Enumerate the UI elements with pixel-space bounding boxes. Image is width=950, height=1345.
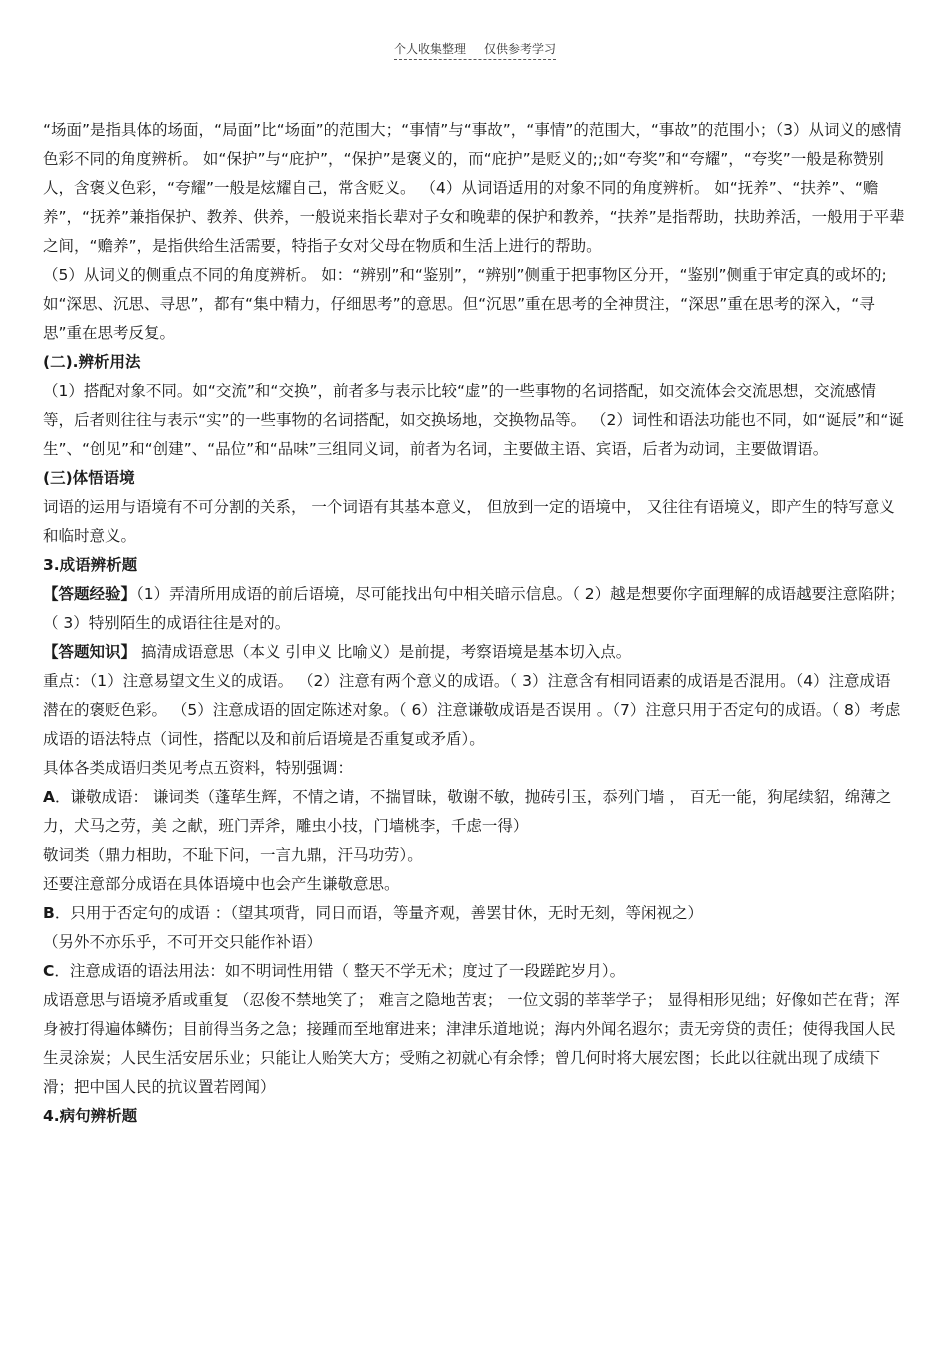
paragraph-item-b-note: （另外不亦乐乎，不可开交只能作补语） <box>43 933 323 951</box>
paragraph-key-points: 重点：（1）注意易望文生义的成语。 （2）注意有两个意义的成语。（ 3）注意含有相同语素的成语是否混用。（4）注意成语潜在的褒贬色彩。 （5）注意成语的固定陈述对象。（ 6）注意谦敬成语是否误用 。（7）注意只用于否定句的成语。（ 8）考虑成语的语法特点（词性，搭配以及和前后语境是否重复或矛盾）。 <box>43 672 901 748</box>
section-heading-idioms: 3.成语辨析题 <box>43 556 138 574</box>
paragraph-item-a <box>43 783 905 841</box>
text-item-b: ．只用于否定句的成语 ：（望其项背，同日而语，等量齐观，善罢甘休，无时无刻，等闲视之） <box>54 904 704 922</box>
text-answer-experience: （1）弄清所用成语的前后语境，尽可能找出句中相关暗示信息。（ 2）越是想要你字面理解的成语越要注意陷阱；（ 3）特别陌生的成语往往是对的。 <box>43 585 905 632</box>
paragraph-honorific-context: 还要注意部分成语在具体语境中也会产生谦敬意思。 <box>43 875 400 893</box>
paragraph-item-b <box>43 899 905 928</box>
section-heading-usage: (二).辨析用法 <box>43 353 141 371</box>
label-item-c: C <box>43 962 55 980</box>
text-item-c: ．注意成语的语法用法：如不明词性用错（ 整天不学无术；度过了一段蹉跎岁月）。 <box>54 962 626 980</box>
text-answer-knowledge: 搞清成语意思（本义 引申义 比喻义）是前提，考察语境是基本切入点。 <box>136 643 632 661</box>
text-item-a: ．谦敬成语： 谦词类（蓬荜生辉，不情之请，不揣冒昧，敬谢不敏，抛砖引玉，忝列门墙 ， 百无一能，狗尾续貂，绵薄之力，犬马之劳，美 之献，班门弄斧，雕虫小技，门墙桃李，千虑一得） <box>43 788 892 835</box>
header-left-text: 个人收集整理 <box>393 42 466 56</box>
paragraph-word-emphasis: （5）从词义的侧重点不同的角度辨析。 如：“辨别”和“鉴别”，“辨别”侧重于把事物区分开，“鉴别”侧重于审定真的或坏的;如“深思、沉思、寻思”，都有“集中精力，仔细思考”的意思。但“沉思”重在思考的全神贯注，“深思”重在思考的深入，“寻思”重在思考反复。 <box>43 266 887 342</box>
paragraph-context: 词语的运用与语境有不可分割的关系， 一个词语有其基本意义， 但放到一定的语境中， 又往往有语境义，即产生的特写意义和临时意义。 <box>43 498 895 545</box>
paragraph-item-c <box>43 957 905 986</box>
paragraph-word-range: “场面”是指具体的场面，“局面”比“场面”的范围大；“事情”与“事故”，“事情”的范围大，“事故”的范围小；（3）从词义的感情色彩不同的角度辨析。 如“保护”与“庇护”，“保护”是褒义的，而“庇护”是贬义的;;如“夸奖”和“夸耀”，“夸奖”一般是称赞别人，含褒义色彩，“夸耀”一般是炫耀自己，常含贬义。 （4）从词语适用的对象不同的角度辨析。 如“抚养”、“扶养”、“赡养”，“抚养”兼指保护、教养、供养，一般说来指长辈对子女和晚辈的保护和教养，“扶养”是指帮助，扶助养活，一般用于平辈之间，“赡养”，是指供给生活需要，特指子女对父母在物质和生活上进行的帮助。 <box>43 121 905 255</box>
paragraph-answer-experience <box>43 580 905 638</box>
section-heading-context: (三)体悟语境 <box>43 469 135 487</box>
label-item-a: A <box>43 788 55 806</box>
header-line <box>394 40 556 60</box>
paragraph-honorifics: 敬词类（鼎力相助，不耻下问，一言九鼎，汗马功劳）。 <box>43 846 423 864</box>
paragraph-usage: （1）搭配对象不同。如“交流”和“交换”，前者多与表示比较“虚”的一些事物的名词搭配，如交流体会交流思想，交流感情等，后者则往往与表示“实”的一些事物的名词搭配，如交换场地，交换物品等。 （2）词性和语法功能也不同，如“诞辰”和“诞生”、“创见”和“创建”、“品位”和“品味”三组同义词，前者为名词，主要做主语、宾语，后者为动词，主要做谓语。 <box>43 382 904 458</box>
paragraph-item-c-examples: 成语意思与语境矛盾或重复 （忍俊不禁地笑了； 难言之隐地苦衷； 一位文弱的莘莘学子； 显得相形见绌；好像如芒在背；浑身被打得遍体鳞伤；目前得当务之急；接踵而至地窜进来；津津乐道地说；海内外闻名遐尔；责无旁贷的责任；使得我国人民生灵涂炭；人民生活安居乐业；只能让人贻笑大方；受贿之初就心有余悸；曾几何时将大展宏图；长此以往就出现了成绩下滑；把中国人民的抗议置若罔闻） <box>43 991 900 1096</box>
page-header <box>0 40 950 60</box>
paragraph-categories-intro: 具体各类成语归类见考点五资料，特别强调： <box>43 759 354 777</box>
document-body <box>43 116 905 1131</box>
label-answer-knowledge: 【答题知识】 <box>43 643 137 661</box>
paragraph-answer-knowledge <box>43 638 905 667</box>
label-item-b: B <box>43 904 55 922</box>
section-heading-sentences: 4.病句辨析题 <box>43 1107 138 1125</box>
label-answer-experience: 【答题经验】 <box>43 585 137 603</box>
header-right-text: 仅供参考学习 <box>484 42 557 56</box>
